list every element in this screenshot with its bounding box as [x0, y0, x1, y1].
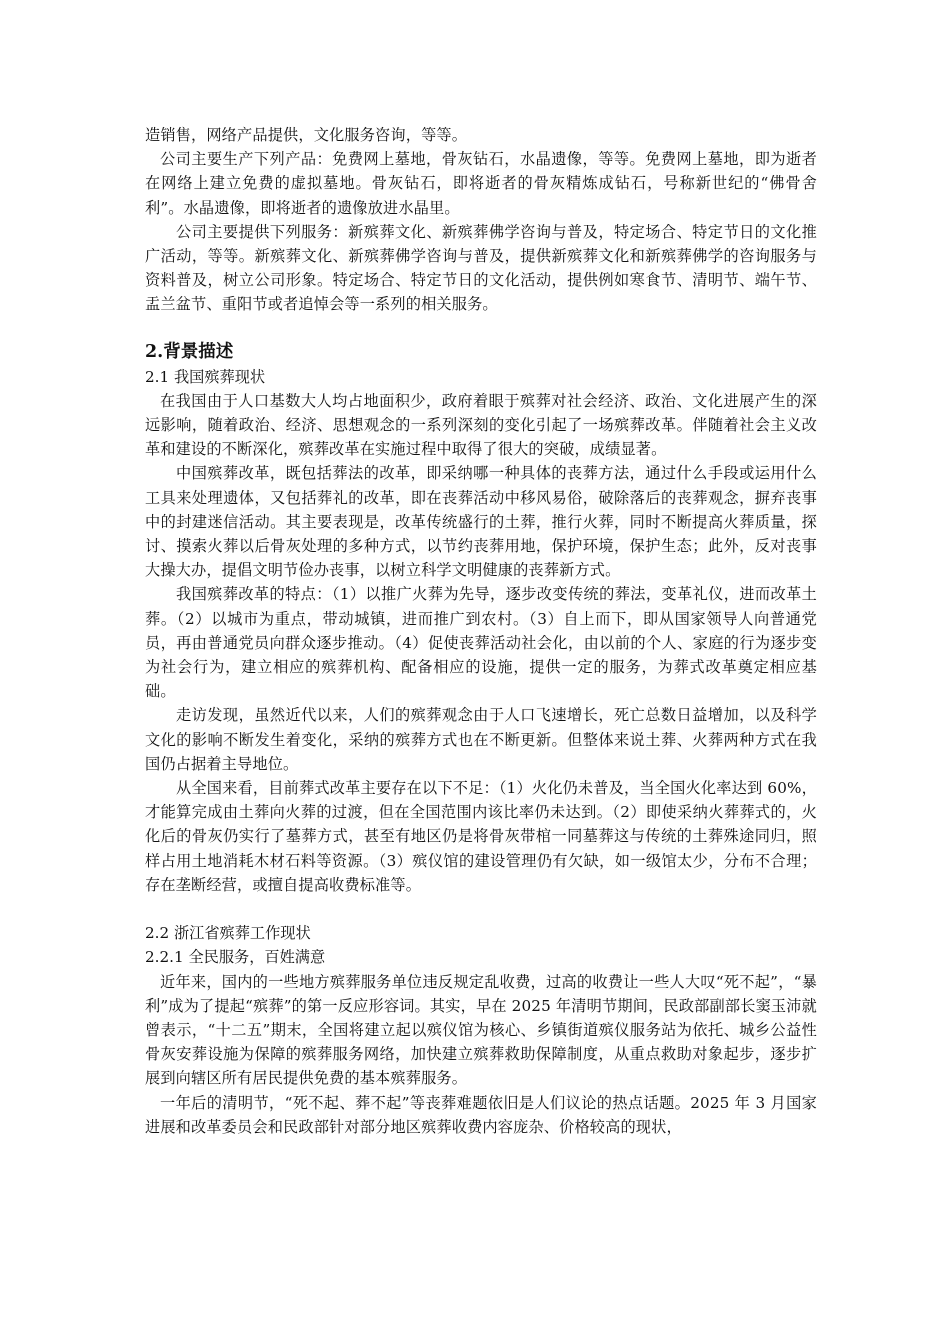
body-paragraph-reform-features: 我国殡葬改革的特点：（1）以推广火葬为先导，逐步改变传统的葬法，变革礼仪，进而改革土葬。（2）以城市为重点，带动城镇，进而推广到农村。（3）自上而下，即从国家领导人向普通党员，再由普通党员向群众逐步推动。（4）促使丧葬活动社会化，由以前的个人、家庭的行为逐步变为社会行为，建立相应的殡葬机构、配备相应的设施，提供一定的服务，为葬式改革奠定相应基础。	[145, 585, 817, 701]
body-paragraph-shortcomings: 从全国来看，目前葬式改革主要存在以下不足：（1）火化仍未普及，当全国火化率达到 60%，才能算完成由土葬向火葬的过渡，但在全国范围内该比率仍未达到。（2）即使采纳火葬葬式的，火化后的骨灰仍实行了墓葬方式，甚至有地区仍是将骨灰带棺一同墓葬这与传统的土葬殊途同归，照样占用土地消耗木材石料等资源。（3）殡仪馆的建设管理仍有欠缺，如一级馆太少，分布不合理；存在垄断经营，或擅自提高收费标准等。	[145, 779, 817, 894]
body-paragraph-reform-overview: 在我国由于人口基数大人均占地面积少，政府着眼于殡葬对社会经济、政治、文化进展产生的深远影响，随着政治、经济、思想观念的一系列深刻的变化引起了一场殡葬改革。伴随着社会主义改革和建设的不断深化，殡葬改革在实施过程中取得了很大的突破，成绩显著。	[145, 391, 817, 459]
document-page	[145, 123, 817, 1139]
body-paragraph-fees: 近年来，国内的一些地方殡葬服务单位违反规定乱收费，过高的收费让一些人大叹“死不起”，“暴利”成为了提起“殡葬”的第一反应形容词。其实，早在 2025 年清明节期间，民政部副部长窦玉沛就曾表示，“十二五”期末，全国将建立起以殡仪馆为核心、乡镇街道殡仪服务站为依托、城乡公益性骨灰安葬设施为保障的殡葬服务网络，加快建立殡葬救助保障制度，从重点救助对象起步，逐步扩展到向辖区所有居民提供免费的基本殡葬服务。	[145, 972, 817, 1088]
intro-paragraph-products: 公司主要生产下列产品：免费网上墓地，骨灰钻石，水晶遗像，等等。免费网上墓地，即为逝者在网络上建立免费的虚拟墓地。骨灰钻石，即将逝者的骨灰精炼成钻石，号称新世纪的“佛骨舍利”。水晶遗像，即将逝者的遗像放进水晶里。	[145, 150, 817, 217]
body-paragraph-survey-findings: 走访发现，虽然近代以来，人们的殡葬观念由于人口飞速增长，死亡总数日益增加，以及科学文化的影响不断发生着变化，采纳的殡葬方式也在不断更新。但整体来说土葬、火葬两种方式在我国仍占据着主导地位。	[145, 706, 817, 773]
subsection-heading-2-1: 2.1 我国殡葬现状	[145, 367, 266, 386]
body-paragraph-reform-definition: 中国殡葬改革，既包括葬法的改革，即采纳哪一种具体的丧葬方法，通过什么手段或运用什么工具来处理遗体，又包括葬礼的改革，即在丧葬活动中移风易俗，破除落后的丧葬观念，摒弃丧事中的封建迷信活动。其主要表现是，改革传统盛行的土葬，推行火葬，同时不断提高火葬质量，探讨、摸索火葬以后骨灰处理的多种方式，以节约丧葬用地，保护环境，保护生态；此外，反对丧事大操大办，提倡文明节俭办丧事，以树立科学文明健康的丧葬新方式。	[145, 464, 817, 580]
section-heading-background: 2.背景描述	[145, 341, 234, 362]
body-paragraph-qingming: 一年后的清明节，“死不起、葬不起”等丧葬难题依旧是人们议论的热点话题。2025 年 3 月国家进展和改革委员会和民政部针对部分地区殡葬收费内容庞杂、价格较高的现状，	[145, 1093, 817, 1136]
subsection-heading-2-2: 2.2 浙江省殡葬工作现状	[145, 924, 311, 943]
intro-paragraph-continued: 造销售，网络产品提供，文化服务咨询，等等。	[145, 126, 468, 144]
intro-paragraph-services: 公司主要提供下列服务：新殡葬文化、新殡葬佛学咨询与普及，特定场合、特定节日的文化推广活动，等等。新殡葬文化、新殡葬佛学咨询与普及，提供新殡葬文化和新殡葬佛学的咨询服务与资料普及，树立公司形象。特定场合、特定节日的文化活动，提供例如寒食节、清明节、端午节、盂兰盆节、重阳节或者追悼会等一系列的相关服务。	[145, 222, 817, 314]
subsection-heading-2-2-1: 2.2.1 全民服务，百姓满意	[145, 948, 326, 967]
